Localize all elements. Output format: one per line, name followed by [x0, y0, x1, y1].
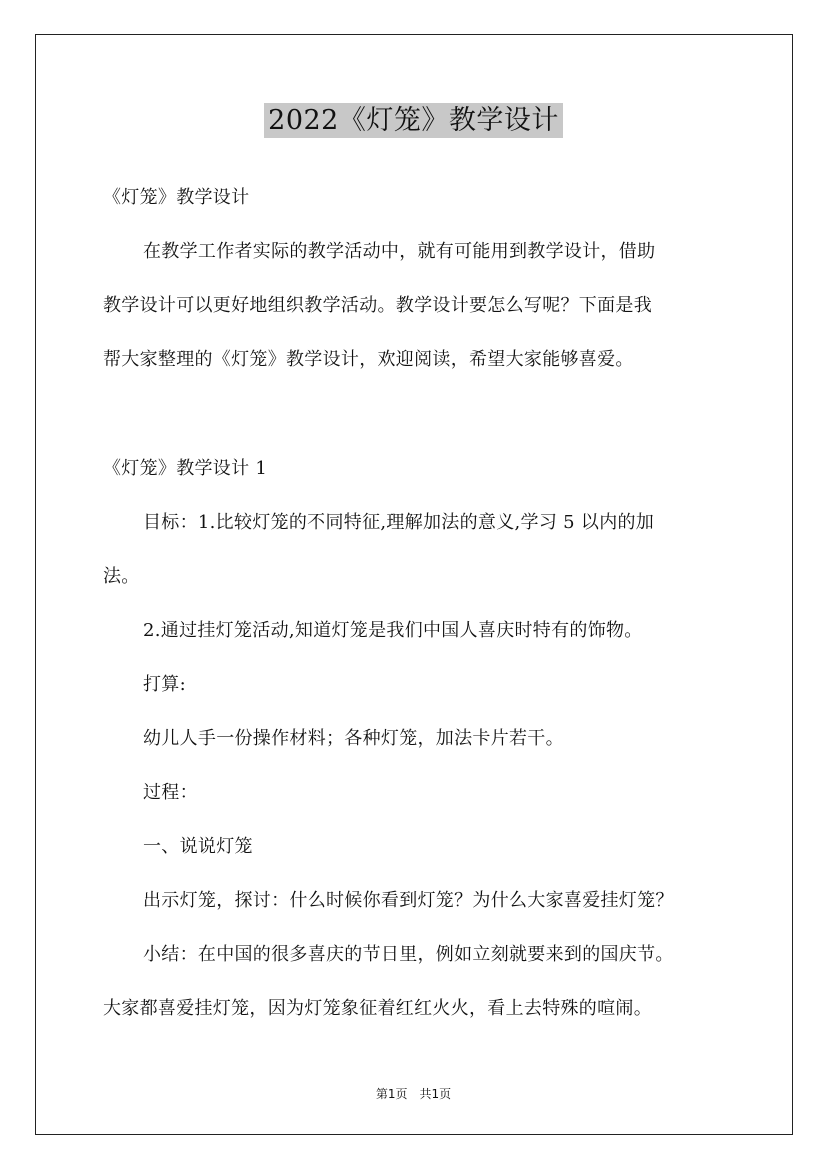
paragraph-line: 目标：1.比较灯笼的不同特征,理解加法的意义,学习 5 以内的加	[143, 512, 655, 533]
paragraph-line: 在教学工作者实际的教学活动中，就有可能用到教学设计，借助	[143, 241, 656, 262]
paragraph-line: 过程：	[143, 782, 198, 803]
section-heading: 《灯笼》教学设计	[103, 187, 250, 208]
paragraph-line: 教学设计可以更好地组织教学活动。教学设计要怎么写呢？下面是我	[103, 295, 652, 316]
page-footer: 第1页 共1页	[375, 1087, 452, 1101]
paragraph-line: 打算:	[143, 674, 186, 695]
paragraph-line: 小结：在中国的很多喜庆的节日里，例如立刻就要来到的国庆节。	[143, 944, 674, 965]
paragraph-line: 一、说说灯笼	[143, 836, 253, 857]
paragraph-line: 帮大家整理的《灯笼》教学设计，欢迎阅读，希望大家能够喜爱。	[103, 349, 634, 370]
document-title-wrap	[0, 98, 827, 137]
paragraph-line: 大家都喜爱挂灯笼，因为灯笼象征着红红火火，看上去特殊的喧闹。	[103, 998, 652, 1019]
section-heading: 《灯笼》教学设计 1	[103, 458, 268, 479]
document-title: 2022《灯笼》教学设计	[264, 103, 563, 138]
paragraph-line: 2.通过挂灯笼活动,知道灯笼是我们中国人喜庆时特有的饰物。	[143, 620, 643, 641]
paragraph-line: 法。	[103, 566, 140, 587]
paragraph-line: 幼儿人手一份操作材料；各种灯笼，加法卡片若干。	[143, 728, 564, 749]
paragraph-line: 出示灯笼，探讨：什么时候你看到灯笼？为什么大家喜爱挂灯笼？	[143, 890, 674, 911]
